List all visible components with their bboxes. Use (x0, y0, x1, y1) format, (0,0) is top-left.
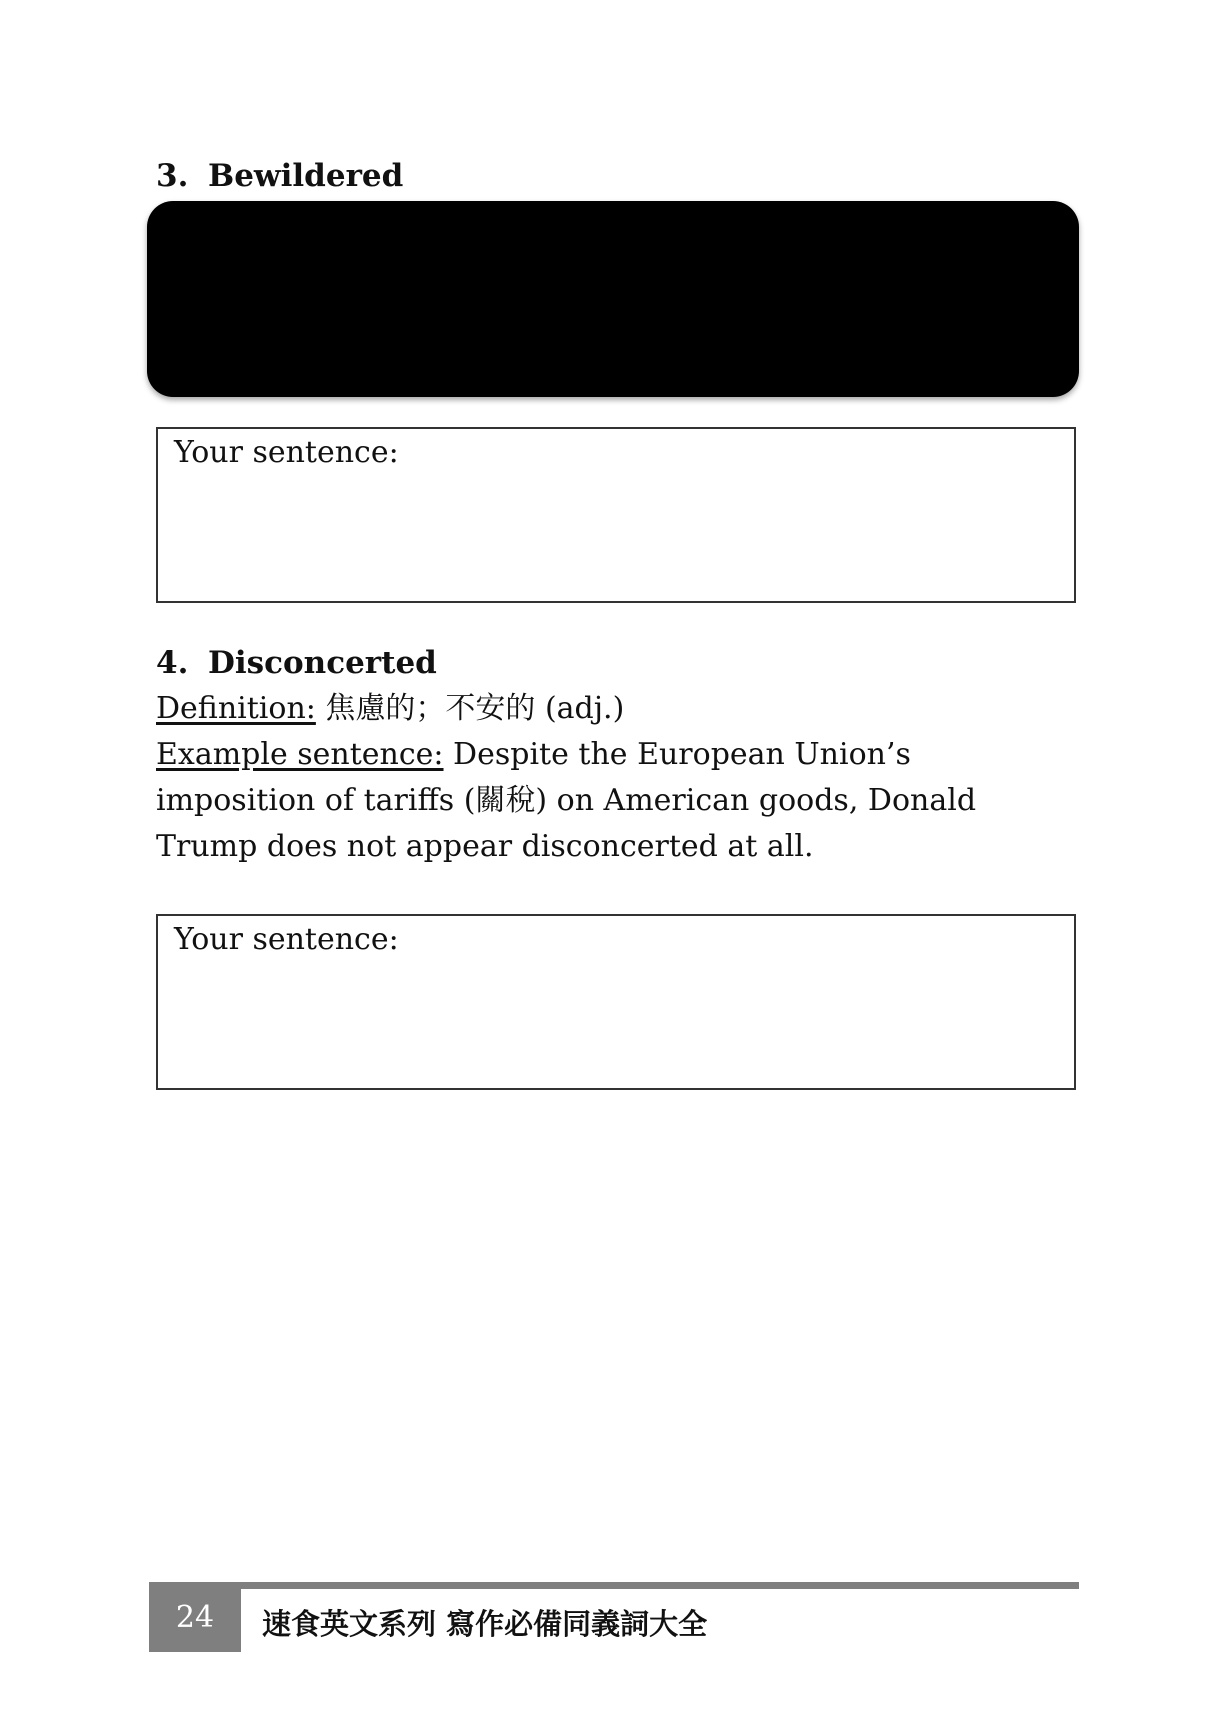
page-number-badge (149, 1582, 241, 1652)
footer-book-title: 速食英文系列 寫作必備同義詞大全 (262, 1607, 708, 1641)
example-label: Example sentence: (156, 737, 444, 772)
page-number: 24 (175, 1599, 215, 1635)
definition-label: Definition: (156, 691, 316, 726)
definition-text: 焦慮的；不安的 (adj.) (315, 691, 625, 726)
example-text: Despite the European Union’s imposition of tariffs (關稅) on American goods, Donald Trump does not appear disconcerted at all. (156, 737, 977, 864)
entry-word: Disconcerted (208, 645, 437, 681)
entry-number: 4. (156, 645, 189, 681)
entry-heading-disconcerted (156, 645, 437, 681)
your-sentence-label: Your sentence: (174, 922, 399, 957)
your-sentence-box-bewildered[interactable] (156, 427, 1076, 603)
redacted-block (147, 201, 1079, 397)
entry-heading-bewildered (156, 158, 403, 194)
entry-body-disconcerted (156, 686, 1076, 870)
footer-rule (149, 1582, 1079, 1589)
entry-word: Bewildered (208, 158, 404, 194)
definition-line (156, 686, 1076, 732)
example-paragraph (156, 732, 1076, 870)
your-sentence-label: Your sentence: (174, 435, 399, 470)
entry-number: 3. (156, 158, 189, 194)
your-sentence-box-disconcerted[interactable] (156, 914, 1076, 1090)
